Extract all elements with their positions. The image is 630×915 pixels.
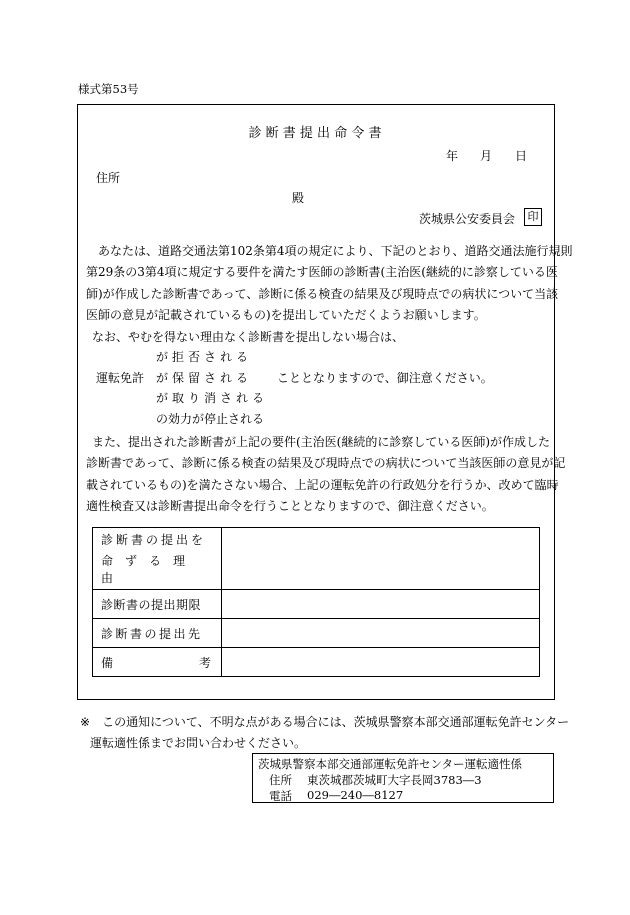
paragraph-3-line: また、提出された診断書が上記の要件(主治医(継続的に診察している医師)が作成した xyxy=(92,435,551,449)
remarks-label xyxy=(93,648,222,677)
destination-label xyxy=(93,619,222,648)
paragraph-2-line: なお、やむを得ない理由なく診断書を提出しない場合は、 xyxy=(92,330,405,344)
reason-value-cell[interactable] xyxy=(222,528,540,590)
date-month: 月 xyxy=(480,149,493,163)
paragraph-2 xyxy=(86,327,404,348)
paragraph-3-line: 載されているもの)を満たさない場合、上記の運転免許の行政処分を行うか、改めて臨時 xyxy=(86,477,559,492)
paragraph-1-line: 師)が作成した診断書であって、診断に係る検査の結果及び現時点での病状について当該 xyxy=(86,286,559,301)
note-line2: 運転適性係までお問い合わせください。 xyxy=(90,736,307,750)
reason-label-line2: 命ずる理由 xyxy=(101,554,198,585)
contact-office: 茨城県警察本部交通部運転免許センター運転適性係 xyxy=(258,757,523,771)
info-table xyxy=(92,527,540,677)
table-row-remarks xyxy=(93,648,540,677)
paragraph-1-line: 第29条の3第4項に規定する要件を満たす医師の診断書(主治医(継続的に診察している医 xyxy=(86,265,558,280)
reason-label xyxy=(93,528,222,590)
reason-label-line1: 診断書の提出を xyxy=(101,533,207,547)
deadline-value-cell[interactable] xyxy=(222,590,540,619)
license-status-validity-stopped: の効力が停止される xyxy=(156,412,265,426)
paragraph-1 xyxy=(86,241,573,327)
contact-phone: 029―240―8127 xyxy=(307,788,404,802)
deadline-label-text: 診断書の提出期限 xyxy=(101,597,202,612)
contact-address-label: 住所 xyxy=(269,773,292,787)
seal-stamp: 印 xyxy=(524,208,542,226)
paragraph-3 xyxy=(86,432,565,518)
paragraph-1-line: あなたは、道路交通法第102条第4項の規定により、下記のとおり、道路交通法施行規則 xyxy=(98,244,573,258)
honorific: 殿 xyxy=(292,191,305,205)
remarks-label-b: 考 xyxy=(198,655,211,670)
license-status-revoked: が取り消される xyxy=(156,391,269,405)
remarks-value-cell[interactable] xyxy=(222,648,540,677)
date-year: 年 xyxy=(446,149,459,163)
license-label: 運転免許 xyxy=(96,371,145,385)
remarks-label-a: 備 xyxy=(101,655,114,670)
contact-phone-label: 電話 xyxy=(269,789,292,803)
note-mark: ※ xyxy=(80,715,91,729)
notice xyxy=(80,712,569,754)
table-row-deadline xyxy=(93,590,540,619)
date-line xyxy=(446,147,527,164)
sender-name: 茨城県公安委員会 xyxy=(419,212,516,226)
paragraph-3-line: 診断書であって、診断に係る検査の結果及び現時点での病状について当該医師の意見が記 xyxy=(86,456,566,471)
license-status-refused: が拒否される xyxy=(156,350,253,364)
table-row-destination xyxy=(93,619,540,648)
date-day: 日 xyxy=(515,149,528,163)
status-suffix: こととなりますので、御注意ください。 xyxy=(277,371,493,385)
deadline-label xyxy=(93,590,222,619)
document-title: 診 断 書 提 出 命 令 書 xyxy=(248,126,382,141)
destination-label-text: 診断書の提出先 xyxy=(101,626,203,641)
contact-box xyxy=(252,753,554,803)
license-status-suspended-decision: が保留される xyxy=(156,371,253,385)
note-line1: この通知について、不明な点がある場合には、茨城県警察本部交通部運転免許センター xyxy=(102,715,570,729)
paragraph-1-line: 医師の意見が記載されているもの)を提出していただくようお願いします。 xyxy=(86,308,486,323)
destination-value-cell[interactable] xyxy=(222,619,540,648)
address-label: 住所 xyxy=(96,171,121,185)
paragraph-3-line: 適性検査又は診断書提出命令を行うこととなりますので、御注意ください。 xyxy=(86,499,494,514)
form-number: 様式第53号 xyxy=(78,82,139,96)
contact-address: 東茨城郡茨城町大字長岡3783―3 xyxy=(307,773,482,787)
table-row-reason xyxy=(93,528,540,590)
